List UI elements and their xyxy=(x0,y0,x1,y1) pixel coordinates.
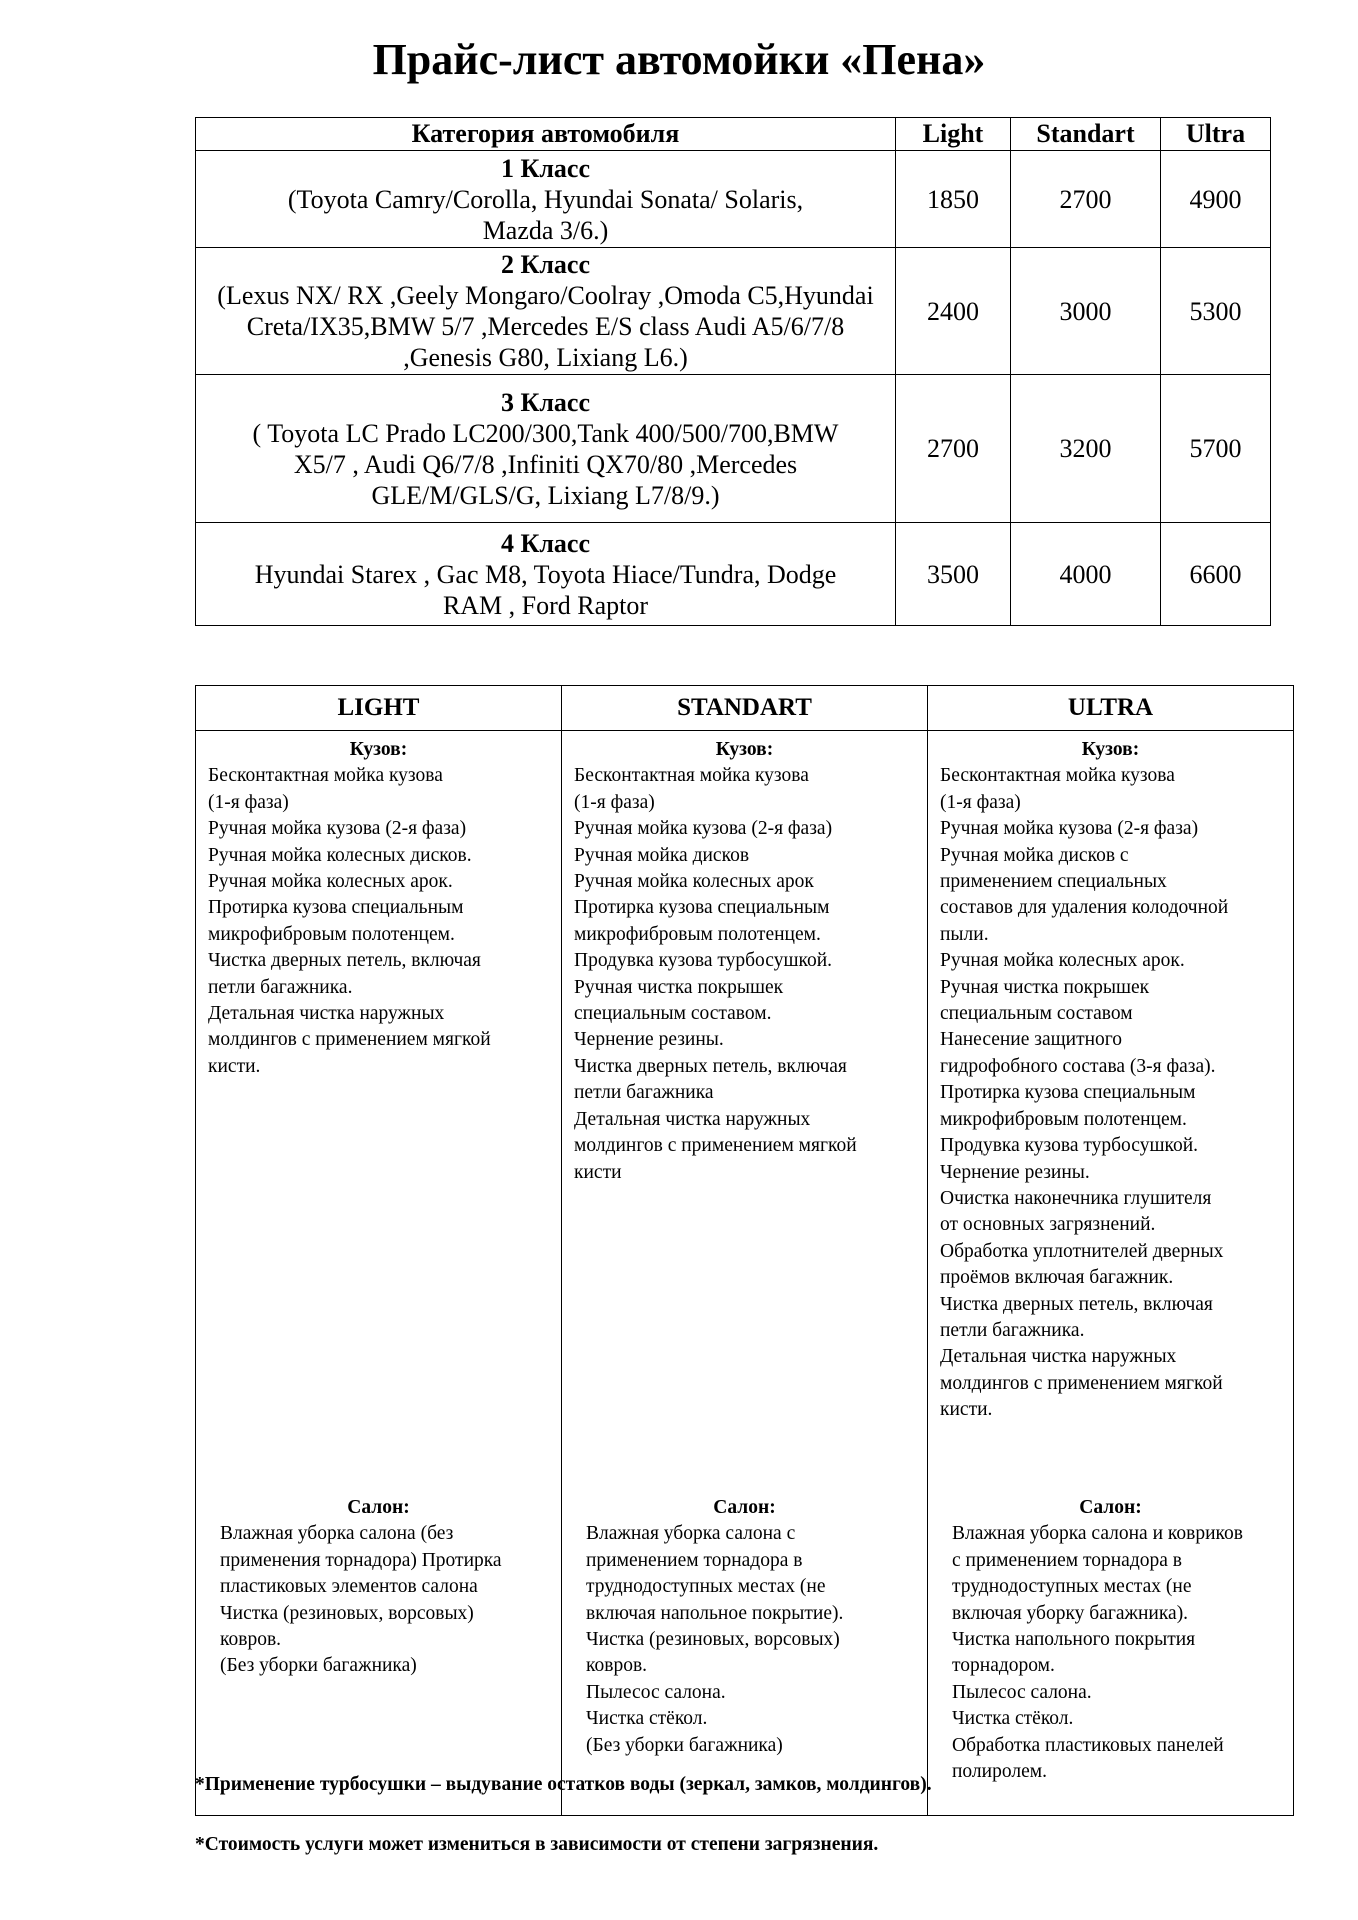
body-service-line: пыли. xyxy=(940,923,989,945)
body-service-line: Ручная мойка колесных арок. xyxy=(940,950,1185,972)
price-ultra: 5300 xyxy=(1161,248,1271,375)
salon-service-line: Чистка (резиновых, ворсовых) xyxy=(220,1602,474,1624)
price-ultra: 4900 xyxy=(1161,151,1271,248)
body-service-line: Продувка кузова турбосушкой. xyxy=(940,1135,1199,1157)
body-service-line: Чистка дверных петель, включая xyxy=(208,950,481,972)
services-column xyxy=(574,737,915,1815)
body-service-line: микрофибровым полотенцем. xyxy=(208,923,455,945)
price-table-header-row xyxy=(196,118,1271,151)
salon-service-line: пластиковых элементов салона xyxy=(220,1576,478,1598)
body-service-line: Ручная мойка дисков с xyxy=(940,844,1129,866)
header-light: Light xyxy=(896,118,1011,151)
class-name: 4 Класс xyxy=(500,528,591,558)
body-service-line: Ручная чистка покрышек xyxy=(574,976,784,998)
price-row-class-4 xyxy=(196,523,1271,626)
body-service-line: специальным составом xyxy=(940,1003,1133,1025)
body-service-line: Ручная мойка колесных дисков. xyxy=(208,844,472,866)
price-light: 2700 xyxy=(896,375,1011,523)
salon-service-line: (Без уборки багажника) xyxy=(220,1655,417,1677)
body-service-line: Ручная мойка колесных арок. xyxy=(208,871,453,893)
class-cars: (Toyota Camry/Corolla, Hyundai Sonata/ Solaris, Mazda 3/6.) xyxy=(287,184,804,245)
body-service-line: кисти. xyxy=(940,1399,993,1421)
services-header-row xyxy=(196,686,1294,731)
body-service-line: проёмов включая багажник. xyxy=(940,1267,1174,1289)
salon-service-line: с применением торнадора в xyxy=(952,1549,1182,1571)
salon-service-line: торнадором. xyxy=(952,1655,1055,1677)
price-row-class-2 xyxy=(196,248,1271,375)
body-service-line: Чистка дверных петель, включая xyxy=(940,1293,1213,1315)
class-cars: ( Toyota LC Prado LC200/300,Tank 400/500/700,BMW X5/7 , Audi Q6/7/8 ,Infiniti QX70/80 ,Mercedes GLE/M/GLS/G, Lixiang L7/8/9.) xyxy=(252,418,839,510)
body-service-line: Очистка наконечника глушителя xyxy=(940,1187,1212,1209)
body-service-line: Бесконтактная мойка кузова xyxy=(574,765,809,787)
class-cars: (Lexus NX/ RX ,Geely Mongaro/Coolray ,Omoda C5,Hyundai Creta/IX35,BMW 5/7 ,Mercedes E/S class Audi A5/6/7/8 ,Genesis G80, Lixiang L6.) xyxy=(217,281,874,372)
body-service-line: Чернение резины. xyxy=(940,1161,1090,1183)
body-service-line: специальным составом. xyxy=(574,1003,772,1025)
body-service-line: Ручная мойка кузова (2-я фаза) xyxy=(940,818,1199,840)
body-service-line: составов для удаления колодочной xyxy=(940,897,1229,919)
price-light: 2400 xyxy=(896,248,1011,375)
body-service-line: гидрофобного состава (3-я фаза). xyxy=(940,1055,1216,1077)
salon-service-line: Чистка стёкол. xyxy=(952,1708,1074,1730)
salon-section xyxy=(586,1495,903,1759)
price-ultra: 6600 xyxy=(1161,523,1271,626)
body-service-line: петли багажника. xyxy=(208,976,353,998)
body-service-line: кисти. xyxy=(208,1055,261,1077)
salon-service-line: Чистка стёкол. xyxy=(586,1708,708,1730)
footnote-turbo-drying: *Применение турбосушки – выдувание остатков воды (зеркал, замков, молдингов). xyxy=(195,1774,932,1795)
services-header-light: LIGHT xyxy=(196,686,562,731)
salon-service-line: Пылесос салона. xyxy=(586,1681,726,1703)
body-service-line: петли багажника. xyxy=(940,1319,1085,1341)
salon-service-line: Чистка напольного покрытия xyxy=(952,1629,1196,1651)
class-name: 2 Класс xyxy=(500,250,591,279)
body-service-line: Протирка кузова специальным xyxy=(574,897,830,919)
body-service-line: Детальная чистка наружных xyxy=(940,1346,1177,1368)
body-service-line: Ручная мойка кузова (2-я фаза) xyxy=(208,818,467,840)
body-service-line: Нанесение защитного xyxy=(940,1029,1123,1051)
body-service-line: Чернение резины. xyxy=(574,1029,724,1051)
services-cell-standart xyxy=(562,731,928,1816)
body-service-line: Обработка уплотнителей дверных xyxy=(940,1240,1224,1262)
salon-section-title: Салон: xyxy=(713,1497,776,1518)
body-service-line: Бесконтактная мойка кузова xyxy=(940,765,1175,787)
body-service-line: молдингов с применением мягкой xyxy=(940,1372,1223,1394)
body-service-line: Протирка кузова специальным xyxy=(940,1082,1196,1104)
page-title: Прайс-лист автомойки «Пена» xyxy=(372,35,986,84)
salon-service-line: применения торнадора) Протирка xyxy=(220,1549,502,1571)
price-ultra: 5700 xyxy=(1161,375,1271,523)
price-standart: 2700 xyxy=(1011,151,1161,248)
body-service-line: Ручная мойка кузова (2-я фаза) xyxy=(574,818,833,840)
salon-service-line: Влажная уборка салона с xyxy=(586,1523,796,1545)
salon-service-line: Чистка (резиновых, ворсовых) xyxy=(586,1629,840,1651)
salon-section xyxy=(952,1495,1269,1785)
services-cell-ultra xyxy=(928,731,1294,1816)
salon-service-line: Влажная уборка салона (без xyxy=(220,1523,454,1545)
body-service-line: (1-я фаза) xyxy=(208,791,289,813)
body-service-line: Продувка кузова турбосушкой. xyxy=(574,950,833,972)
salon-service-line: (Без уборки багажника) xyxy=(586,1734,783,1756)
body-service-line: Протирка кузова специальным xyxy=(208,897,464,919)
price-standart: 3200 xyxy=(1011,375,1161,523)
services-header-ultra: ULTRA xyxy=(928,686,1294,731)
body-service-line: от основных загрязнений. xyxy=(940,1214,1156,1236)
price-standart: 4000 xyxy=(1011,523,1161,626)
salon-service-line: применением торнадора в xyxy=(586,1549,803,1571)
services-table xyxy=(195,685,1294,1816)
body-service-line: Детальная чистка наружных xyxy=(208,1003,445,1025)
salon-service-line: Влажная уборка салона и ковриков xyxy=(952,1523,1243,1545)
category-cell xyxy=(196,523,896,626)
category-cell xyxy=(196,375,896,523)
body-service-line: петли багажника xyxy=(574,1082,714,1104)
salon-service-line: включая уборку багажника). xyxy=(952,1602,1189,1624)
body-service-line: Ручная чистка покрышек xyxy=(940,976,1150,998)
header-standart: Standart xyxy=(1011,118,1161,151)
body-service-line: кисти xyxy=(574,1161,622,1183)
body-service-line: (1-я фаза) xyxy=(940,791,1021,813)
salon-service-line: Пылесос салона. xyxy=(952,1681,1092,1703)
class-cars: Hyundai Starex , Gac M8, Toyota Hiace/Tundra, Dodge RAM , Ford Raptor xyxy=(254,559,837,620)
header-category: Категория автомобиля xyxy=(196,118,896,151)
services-body-row xyxy=(196,731,1294,1816)
body-service-line: микрофибровым полотенцем. xyxy=(574,923,821,945)
category-cell xyxy=(196,151,896,248)
salon-service-line: включая напольное покрытие). xyxy=(586,1602,844,1624)
salon-section xyxy=(220,1495,537,1680)
salon-service-line: ковров. xyxy=(586,1655,648,1677)
salon-section-title: Салон: xyxy=(1079,1497,1142,1518)
body-service-line: молдингов с применением мягкой xyxy=(208,1029,491,1051)
salon-service-line: труднодоступных местах (не xyxy=(952,1576,1192,1598)
footnote-price-change: *Стоимость услуги может измениться в зависимости от степени загрязнения. xyxy=(195,1834,879,1855)
services-column xyxy=(208,737,549,1815)
body-section-title: Кузов: xyxy=(349,739,408,760)
body-service-line: Ручная мойка колесных арок xyxy=(574,871,814,893)
price-light: 1850 xyxy=(896,151,1011,248)
header-ultra: Ultra xyxy=(1161,118,1271,151)
body-service-line: микрофибровым полотенцем. xyxy=(940,1108,1187,1130)
salon-service-line: ковров. xyxy=(220,1629,282,1651)
price-light: 3500 xyxy=(896,523,1011,626)
body-section-title: Кузов: xyxy=(1081,739,1140,760)
price-row-class-1 xyxy=(196,151,1271,248)
class-name: 1 Класс xyxy=(500,153,591,183)
body-service-line: молдингов с применением мягкой xyxy=(574,1135,857,1157)
body-service-line: Бесконтактная мойка кузова xyxy=(208,765,443,787)
salon-service-line: Обработка пластиковых панелей xyxy=(952,1734,1224,1756)
price-row-class-3 xyxy=(196,375,1271,523)
services-column xyxy=(940,737,1281,1815)
price-standart: 3000 xyxy=(1011,248,1161,375)
services-cell-light xyxy=(196,731,562,1816)
body-service-line: Ручная мойка дисков xyxy=(574,844,750,866)
body-service-line: Детальная чистка наружных xyxy=(574,1108,811,1130)
body-service-line: применением специальных xyxy=(940,871,1167,893)
services-header-standart: STANDART xyxy=(562,686,928,731)
salon-section-title: Салон: xyxy=(347,1497,410,1518)
salon-service-line: труднодоступных местах (не xyxy=(586,1576,826,1598)
body-section-title: Кузов: xyxy=(715,739,774,760)
price-table xyxy=(195,117,1271,626)
body-service-line: Чистка дверных петель, включая xyxy=(574,1055,847,1077)
body-service-line: (1-я фаза) xyxy=(574,791,655,813)
salon-service-line: полиролем. xyxy=(952,1761,1047,1783)
class-name: 3 Класс xyxy=(500,387,591,417)
category-cell xyxy=(196,248,896,375)
